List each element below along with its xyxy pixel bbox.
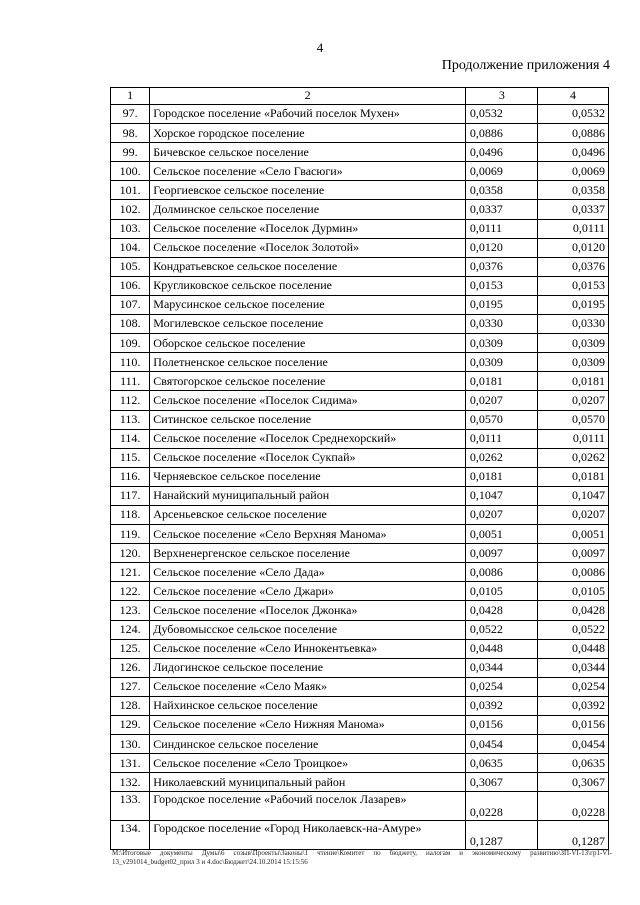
row-value-col4: 0,0454 bbox=[537, 735, 608, 754]
table-row bbox=[111, 391, 609, 410]
row-value-col4: 0,0097 bbox=[537, 544, 608, 563]
table-row bbox=[111, 162, 609, 181]
row-value-col3: 0,0376 bbox=[465, 257, 537, 276]
row-number: 97. bbox=[111, 105, 150, 124]
row-name: Сельское поселение «Село Нижняя Манома» bbox=[150, 716, 466, 735]
row-number: 130. bbox=[111, 735, 150, 754]
row-value-col4: 0,0254 bbox=[537, 677, 608, 696]
row-number: 112. bbox=[111, 391, 150, 410]
row-value-col3: 0,3067 bbox=[465, 773, 537, 792]
row-value-col4: 0,0330 bbox=[537, 315, 608, 334]
row-value-col3: 0,0309 bbox=[465, 334, 537, 353]
row-value-col4: 0,0376 bbox=[537, 257, 608, 276]
table-row bbox=[111, 276, 609, 295]
row-number: 109. bbox=[111, 334, 150, 353]
row-number: 99. bbox=[111, 143, 150, 162]
row-value-col3: 0,0086 bbox=[465, 563, 537, 582]
header-col-1: 1 bbox=[111, 88, 150, 105]
row-name: Сельское поселение «Село Гвасюги» bbox=[150, 162, 466, 181]
table-row bbox=[111, 181, 609, 200]
table-row bbox=[111, 601, 609, 620]
row-value-col4: 0,0207 bbox=[537, 391, 608, 410]
table-row bbox=[111, 219, 609, 238]
row-name: Сельское поселение «Село Троицкое» bbox=[150, 754, 466, 773]
row-value-col4: 0,0181 bbox=[537, 372, 608, 391]
row-name: Сельское поселение «Поселок Джонка» bbox=[150, 601, 466, 620]
row-value-col3: 0,0309 bbox=[465, 353, 537, 372]
row-value-col4: 0,0344 bbox=[537, 658, 608, 677]
page-number: 4 bbox=[316, 40, 324, 55]
table-row bbox=[111, 372, 609, 391]
row-name: Сельское поселение «Село Маяк» bbox=[150, 677, 466, 696]
row-name: Оборское сельское поселение bbox=[150, 334, 466, 353]
row-name: Сельское поселение «Село Джари» bbox=[150, 582, 466, 601]
row-name: Найхинское сельское поселение bbox=[150, 696, 466, 715]
row-number: 117. bbox=[111, 486, 150, 505]
table-row bbox=[111, 448, 609, 467]
row-number: 127. bbox=[111, 677, 150, 696]
row-name: Верхненергенское сельское поселение bbox=[150, 544, 466, 563]
row-value-col3: 0,0228 bbox=[465, 792, 537, 821]
row-value-col4: 0,0153 bbox=[537, 276, 608, 295]
row-value-col3: 0,0105 bbox=[465, 582, 537, 601]
row-value-col4: 0,0309 bbox=[537, 353, 608, 372]
row-value-col3: 0,0886 bbox=[465, 124, 537, 143]
row-name: Синдинское сельское поселение bbox=[150, 735, 466, 754]
row-name: Кондратьевское сельское поселение bbox=[150, 257, 466, 276]
row-number: 128. bbox=[111, 696, 150, 715]
row-name: Лидогинское сельское поселение bbox=[150, 658, 466, 677]
row-value-col3: 0,0207 bbox=[465, 391, 537, 410]
row-value-col4: 0,0635 bbox=[537, 754, 608, 773]
row-name: Сельское поселение «Село Иннокентьевка» bbox=[150, 639, 466, 658]
row-value-col3: 0,0532 bbox=[465, 105, 537, 124]
row-number: 129. bbox=[111, 716, 150, 735]
table-row bbox=[111, 696, 609, 715]
row-name: Черняевское сельское поселение bbox=[150, 467, 466, 486]
row-value-col4: 0,0392 bbox=[537, 696, 608, 715]
row-name: Сельское поселение «Поселок Среднехорский» bbox=[150, 429, 466, 448]
row-value-col3: 0,1287 bbox=[465, 821, 537, 850]
row-number: 120. bbox=[111, 544, 150, 563]
row-number: 119. bbox=[111, 525, 150, 544]
table-row bbox=[111, 257, 609, 276]
row-number: 104. bbox=[111, 238, 150, 257]
row-value-col3: 0,0344 bbox=[465, 658, 537, 677]
row-name: Полетненское сельское поселение bbox=[150, 353, 466, 372]
table-row bbox=[111, 315, 609, 334]
table-row bbox=[111, 143, 609, 162]
row-name: Городское поселение «Город Николаевск-на-Амуре» bbox=[150, 821, 466, 850]
row-number: 118. bbox=[111, 505, 150, 524]
row-number: 108. bbox=[111, 315, 150, 334]
row-number: 132. bbox=[111, 773, 150, 792]
row-number: 133. bbox=[111, 792, 150, 821]
row-value-col3: 0,0153 bbox=[465, 276, 537, 295]
table-row bbox=[111, 754, 609, 773]
table-row bbox=[111, 821, 609, 850]
table-row bbox=[111, 295, 609, 314]
row-name: Сельское поселение «Поселок Сукпай» bbox=[150, 448, 466, 467]
row-value-col4: 0,0532 bbox=[537, 105, 608, 124]
table-row bbox=[111, 773, 609, 792]
row-value-col3: 0,0207 bbox=[465, 505, 537, 524]
row-value-col4: 0,0262 bbox=[537, 448, 608, 467]
row-name: Сельское поселение «Село Верхняя Манома» bbox=[150, 525, 466, 544]
row-value-col4: 0,0337 bbox=[537, 200, 608, 219]
row-number: 113. bbox=[111, 410, 150, 429]
row-value-col3: 0,0262 bbox=[465, 448, 537, 467]
table-row bbox=[111, 353, 609, 372]
row-value-col4: 0,0051 bbox=[537, 525, 608, 544]
row-number: 107. bbox=[111, 295, 150, 314]
row-value-col4: 0,0111 bbox=[537, 429, 608, 448]
row-value-col4: 0,0309 bbox=[537, 334, 608, 353]
row-value-col4: 0,3067 bbox=[537, 773, 608, 792]
row-value-col3: 0,0195 bbox=[465, 295, 537, 314]
table-row bbox=[111, 486, 609, 505]
row-number: 100. bbox=[111, 162, 150, 181]
row-number: 124. bbox=[111, 620, 150, 639]
row-value-col3: 0,0254 bbox=[465, 677, 537, 696]
row-name: Сельское поселение «Поселок Дурмин» bbox=[150, 219, 466, 238]
row-value-col4: 0,1047 bbox=[537, 486, 608, 505]
row-number: 114. bbox=[111, 429, 150, 448]
row-value-col4: 0,1287 bbox=[537, 821, 608, 850]
row-value-col4: 0,0886 bbox=[537, 124, 608, 143]
row-value-col3: 0,0570 bbox=[465, 410, 537, 429]
row-value-col4: 0,0207 bbox=[537, 505, 608, 524]
row-name: Городское поселение «Рабочий поселок Лазарев» bbox=[150, 792, 466, 821]
row-number: 105. bbox=[111, 257, 150, 276]
row-name: Дубовомысское сельское поселение bbox=[150, 620, 466, 639]
row-number: 121. bbox=[111, 563, 150, 582]
row-number: 131. bbox=[111, 754, 150, 773]
row-name: Сельское поселение «Поселок Сидима» bbox=[150, 391, 466, 410]
row-name: Арсеньевское сельское поселение bbox=[150, 505, 466, 524]
row-name: Городское поселение «Рабочий поселок Мухен» bbox=[150, 105, 466, 124]
table-row bbox=[111, 716, 609, 735]
row-value-col3: 0,0635 bbox=[465, 754, 537, 773]
row-value-col3: 0,0454 bbox=[465, 735, 537, 754]
row-value-col3: 0,0069 bbox=[465, 162, 537, 181]
row-value-col3: 0,0156 bbox=[465, 716, 537, 735]
row-name: Ситинское сельское поселение bbox=[150, 410, 466, 429]
row-value-col3: 0,0097 bbox=[465, 544, 537, 563]
row-value-col3: 0,0181 bbox=[465, 372, 537, 391]
row-value-col3: 0,0111 bbox=[465, 219, 537, 238]
row-value-col4: 0,0069 bbox=[537, 162, 608, 181]
table-row bbox=[111, 238, 609, 257]
table-header-row bbox=[111, 88, 609, 105]
row-value-col4: 0,0448 bbox=[537, 639, 608, 658]
row-value-col3: 0,0448 bbox=[465, 639, 537, 658]
row-value-col4: 0,0428 bbox=[537, 601, 608, 620]
table-row bbox=[111, 124, 609, 143]
row-value-col3: 0,0522 bbox=[465, 620, 537, 639]
row-number: 110. bbox=[111, 353, 150, 372]
row-value-col4: 0,0228 bbox=[537, 792, 608, 821]
row-name: Бичевское сельское поселение bbox=[150, 143, 466, 162]
row-number: 116. bbox=[111, 467, 150, 486]
row-value-col4: 0,0156 bbox=[537, 716, 608, 735]
row-value-col4: 0,0496 bbox=[537, 143, 608, 162]
continuation-caption: Продолжение приложения 4 bbox=[441, 58, 610, 73]
table-row bbox=[111, 620, 609, 639]
row-number: 98. bbox=[111, 124, 150, 143]
row-name: Сельское поселение «Село Дада» bbox=[150, 563, 466, 582]
row-value-col3: 0,0496 bbox=[465, 143, 537, 162]
row-name: Могилевское сельское поселение bbox=[150, 315, 466, 334]
row-number: 122. bbox=[111, 582, 150, 601]
table-row bbox=[111, 582, 609, 601]
table-row bbox=[111, 525, 609, 544]
table-row bbox=[111, 563, 609, 582]
row-value-col3: 0,0330 bbox=[465, 315, 537, 334]
row-value-col3: 0,0428 bbox=[465, 601, 537, 620]
table-row bbox=[111, 429, 609, 448]
row-value-col4: 0,0358 bbox=[537, 181, 608, 200]
row-number: 125. bbox=[111, 639, 150, 658]
row-number: 101. bbox=[111, 181, 150, 200]
table-row bbox=[111, 410, 609, 429]
table-row bbox=[111, 544, 609, 563]
row-number: 106. bbox=[111, 276, 150, 295]
row-number: 102. bbox=[111, 200, 150, 219]
table-row bbox=[111, 677, 609, 696]
table-row bbox=[111, 658, 609, 677]
table-row bbox=[111, 735, 609, 754]
row-name: Кругликовское сельское поселение bbox=[150, 276, 466, 295]
row-number: 134. bbox=[111, 821, 150, 850]
row-value-col4: 0,0111 bbox=[537, 219, 608, 238]
row-value-col3: 0,1047 bbox=[465, 486, 537, 505]
table-row bbox=[111, 639, 609, 658]
row-number: 115. bbox=[111, 448, 150, 467]
allocation-table bbox=[110, 87, 609, 850]
header-col-4: 4 bbox=[537, 88, 608, 105]
header-col-2: 2 bbox=[150, 88, 466, 105]
header-col-3: 3 bbox=[465, 88, 537, 105]
row-value-col3: 0,0181 bbox=[465, 467, 537, 486]
footer-file-path: M:\Итоговые документы Думы\6 созыв\Проекты\Законы\1 чтение\Комитет по бюджету, налогам и экономическому развитию\ЗП-VI-13\гр1-VI-13_v291014_budget02_прил 3 и 4.doc\Бюджет\24.10.2014 15:15:56 bbox=[112, 849, 612, 866]
row-value-col4: 0,0086 bbox=[537, 563, 608, 582]
row-number: 103. bbox=[111, 219, 150, 238]
row-value-col3: 0,0111 bbox=[465, 429, 537, 448]
row-value-col4: 0,0195 bbox=[537, 295, 608, 314]
row-value-col4: 0,0570 bbox=[537, 410, 608, 429]
row-value-col3: 0,0051 bbox=[465, 525, 537, 544]
row-value-col4: 0,0522 bbox=[537, 620, 608, 639]
table-row bbox=[111, 792, 609, 821]
table-row bbox=[111, 467, 609, 486]
row-value-col3: 0,0392 bbox=[465, 696, 537, 715]
row-value-col4: 0,0105 bbox=[537, 582, 608, 601]
table-row bbox=[111, 105, 609, 124]
row-value-col3: 0,0337 bbox=[465, 200, 537, 219]
row-number: 126. bbox=[111, 658, 150, 677]
row-number: 123. bbox=[111, 601, 150, 620]
table-row bbox=[111, 200, 609, 219]
row-name: Георгиевское сельское поселение bbox=[150, 181, 466, 200]
table-row bbox=[111, 505, 609, 524]
row-name: Святогорское сельское поселение bbox=[150, 372, 466, 391]
row-number: 111. bbox=[111, 372, 150, 391]
row-name: Николаевский муниципальный район bbox=[150, 773, 466, 792]
row-value-col4: 0,0181 bbox=[537, 467, 608, 486]
row-name: Нанайский муниципальный район bbox=[150, 486, 466, 505]
row-value-col3: 0,0358 bbox=[465, 181, 537, 200]
row-name: Сельское поселение «Поселок Золотой» bbox=[150, 238, 466, 257]
table-row bbox=[111, 334, 609, 353]
row-name: Хорское городское поселение bbox=[150, 124, 466, 143]
row-name: Долминское сельское поселение bbox=[150, 200, 466, 219]
row-value-col3: 0,0120 bbox=[465, 238, 537, 257]
row-value-col4: 0,0120 bbox=[537, 238, 608, 257]
row-name: Марусинское сельское поселение bbox=[150, 295, 466, 314]
